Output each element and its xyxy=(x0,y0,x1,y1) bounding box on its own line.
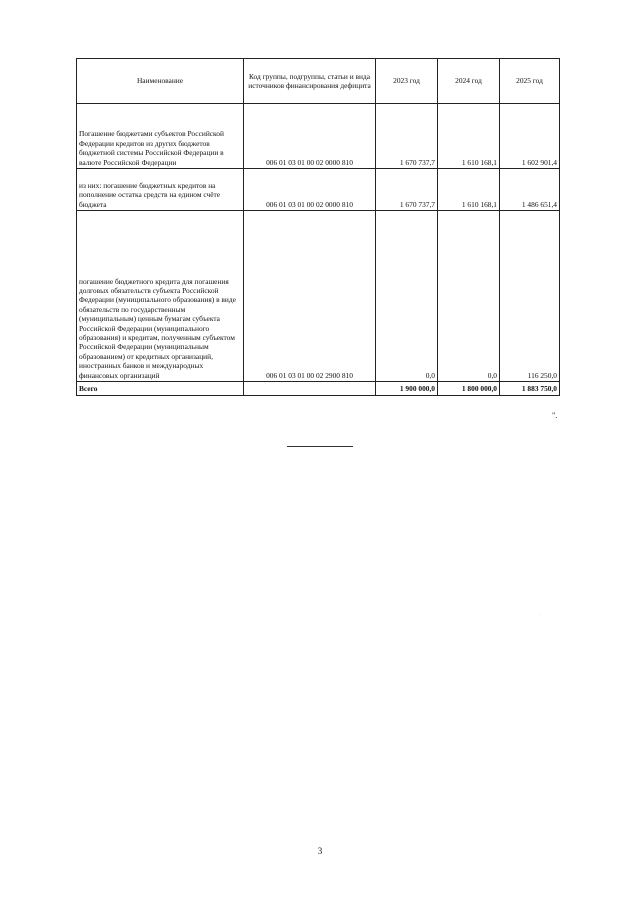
budget-table xyxy=(76,58,560,396)
row-name: погашение бюджетного кредита для погашения долговых обязательств субъекта Российской Федерации (муниципального образования) в виде обязательств по государственным (муниципальным) ценным бумагам субъекта Российской Федерации (муниципального образования) и кредитам, полученным субъектом Российской Федерации (муниципальным образованием) от кредитных организаций, иностранных банков и международных финансовых организаций xyxy=(77,211,244,382)
page-number: 3 xyxy=(317,846,323,856)
row-value-2025: 116 250,0 xyxy=(500,211,560,382)
row-value-2025: 1 486 651,4 xyxy=(500,169,560,211)
row-value-2024: 0,0 xyxy=(438,211,500,382)
row-code: 006 01 03 01 00 02 0000 810 xyxy=(244,104,376,169)
total-value-2025: 1 883 750,0 xyxy=(500,382,560,396)
row-value-2023: 1 670 737,7 xyxy=(376,169,438,211)
row-code: 006 01 03 01 00 02 0000 810 xyxy=(244,169,376,211)
header-name: Наименование xyxy=(77,59,244,104)
row-code: 006 01 03 01 00 02 2900 810 xyxy=(244,211,376,382)
row-name: Погашение бюджетами субъектов Российской Федерации кредитов из других бюджетов бюджетной системы Российской Федерации в валюте Российской Федерации xyxy=(77,104,244,169)
header-2024: 2024 год xyxy=(438,59,500,104)
header-2025: 2025 год xyxy=(500,59,560,104)
header-code: Код группы, подгруппы, статьи и вида источников финансирования дефицита xyxy=(244,59,376,104)
table-row xyxy=(77,211,560,382)
total-value-2024: 1 800 000,0 xyxy=(438,382,500,396)
table-row xyxy=(77,169,560,211)
row-value-2025: 1 602 901,4 xyxy=(500,104,560,169)
row-name: из них: погашение бюджетных кредитов на пополнение остатка средств на едином счёте бюджета xyxy=(77,169,244,211)
total-row xyxy=(77,382,560,396)
separator-line xyxy=(287,446,353,447)
scan-speck: · xyxy=(540,613,542,618)
table-header-row xyxy=(77,59,560,104)
row-value-2023: 0,0 xyxy=(376,211,438,382)
header-2023: 2023 год xyxy=(376,59,438,104)
row-value-2024: 1 610 168,1 xyxy=(438,169,500,211)
row-value-2024: 1 610 168,1 xyxy=(438,104,500,169)
total-value-2023: 1 900 000,0 xyxy=(376,382,438,396)
table-row xyxy=(77,104,560,169)
total-label: Всего xyxy=(77,382,244,396)
total-code xyxy=(244,382,376,396)
row-value-2023: 1 670 737,7 xyxy=(376,104,438,169)
closing-quote: ". xyxy=(552,411,558,420)
